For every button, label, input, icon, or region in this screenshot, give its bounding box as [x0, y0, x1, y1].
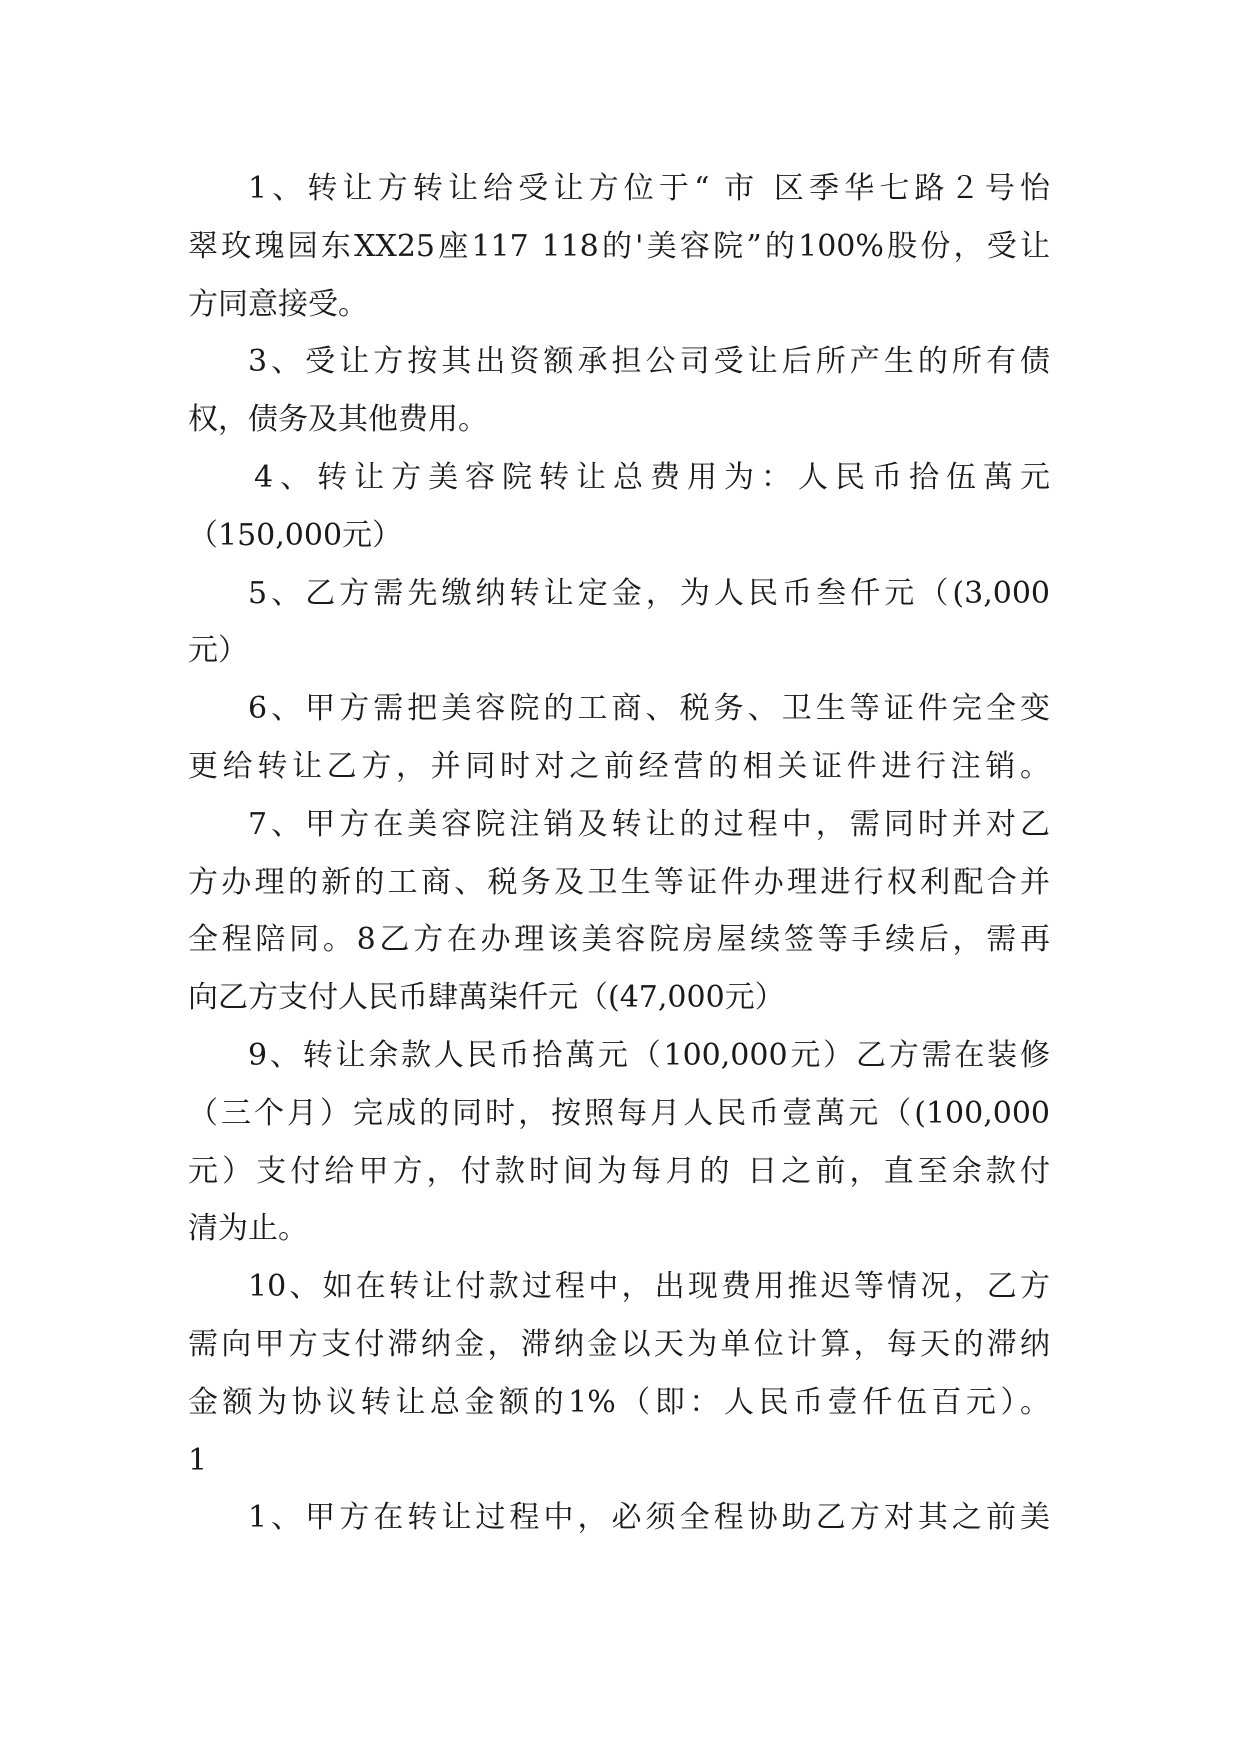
- text-line: 5、乙方需先缴纳转让定金，为人民币叁仟元（(3,000: [248, 575, 1050, 611]
- text-line: 清为止。: [188, 1211, 308, 1247]
- text-line: 6、甲方需把美容院的工商、税务、卫生等证件完全变: [248, 691, 1050, 727]
- text-line: 1、甲方在转让过程中，必须全程协助乙方对其之前美: [248, 1500, 1050, 1536]
- text-line: 向乙方支付人民币肆萬柒仟元（(47,000元）: [188, 980, 785, 1016]
- text-line: 3、受让方按其出资额承担公司受让后所产生的所有债: [248, 344, 1050, 380]
- clause-4-paragraph: [188, 449, 1050, 565]
- text-line: 1: [188, 1442, 208, 1478]
- text-line: 10、如在转让付款过程中，出现费用推迟等情况，乙方: [248, 1269, 1050, 1305]
- text-line: 4、转让方美容院转让总费用为：人民币拾伍萬元: [254, 459, 1050, 495]
- clause-6-paragraph: [188, 680, 1050, 796]
- text-line: 9、转让余款人民币拾萬元（100,000元）乙方需在装修: [248, 1037, 1050, 1073]
- text-line: 1、转让方转让给受让方位于“ 市 区季华七路２号怡: [248, 171, 1050, 206]
- obligation-1-paragraph: [188, 1489, 1050, 1547]
- clause-1-paragraph: [188, 160, 1050, 333]
- text-line: 权，债务及其他费用。: [188, 402, 488, 438]
- text-line: 方办理的新的工商、税务及卫生等证件办理进行权利配合并: [188, 864, 1050, 900]
- text-line: 方同意接受。: [188, 286, 368, 322]
- text-line: 7、甲方在美容院注销及转让的过程中，需同时并对乙: [248, 806, 1050, 842]
- clause-10-paragraph: [188, 1258, 1050, 1431]
- clause-7-paragraph: [188, 796, 1050, 1027]
- text-line: 全程陪同。8乙方在办理该美容院房屋续签等手续后，需再: [188, 922, 1050, 958]
- text-line: 元）: [188, 633, 248, 669]
- text-line: （三个月）完成的同时，按照每月人民币壹萬元（(100,000: [188, 1095, 1050, 1131]
- document-body: [188, 160, 1050, 1547]
- text-line: （150,000元）: [188, 517, 403, 553]
- text-line: 元）支付给甲方，付款时间为每月的 日之前，直至余款付: [188, 1153, 1050, 1189]
- section-number-paragraph: [188, 1432, 1050, 1490]
- clause-3-paragraph: [188, 333, 1050, 449]
- text-line: 翠玫瑰园东XX25座117 118的'美容院”的100%股份，受让: [188, 228, 1050, 264]
- clause-5-paragraph: [188, 565, 1050, 681]
- text-line: 金额为协议转让总金额的1%（即：人民币壹仟伍百元）。: [188, 1384, 1050, 1420]
- clause-9-paragraph: [188, 1027, 1050, 1258]
- text-line: 需向甲方支付滞纳金，滞纳金以天为单位计算，每天的滞纳: [188, 1326, 1050, 1362]
- text-line: 更给转让乙方，并同时对之前经营的相关证件进行注销。: [188, 748, 1050, 784]
